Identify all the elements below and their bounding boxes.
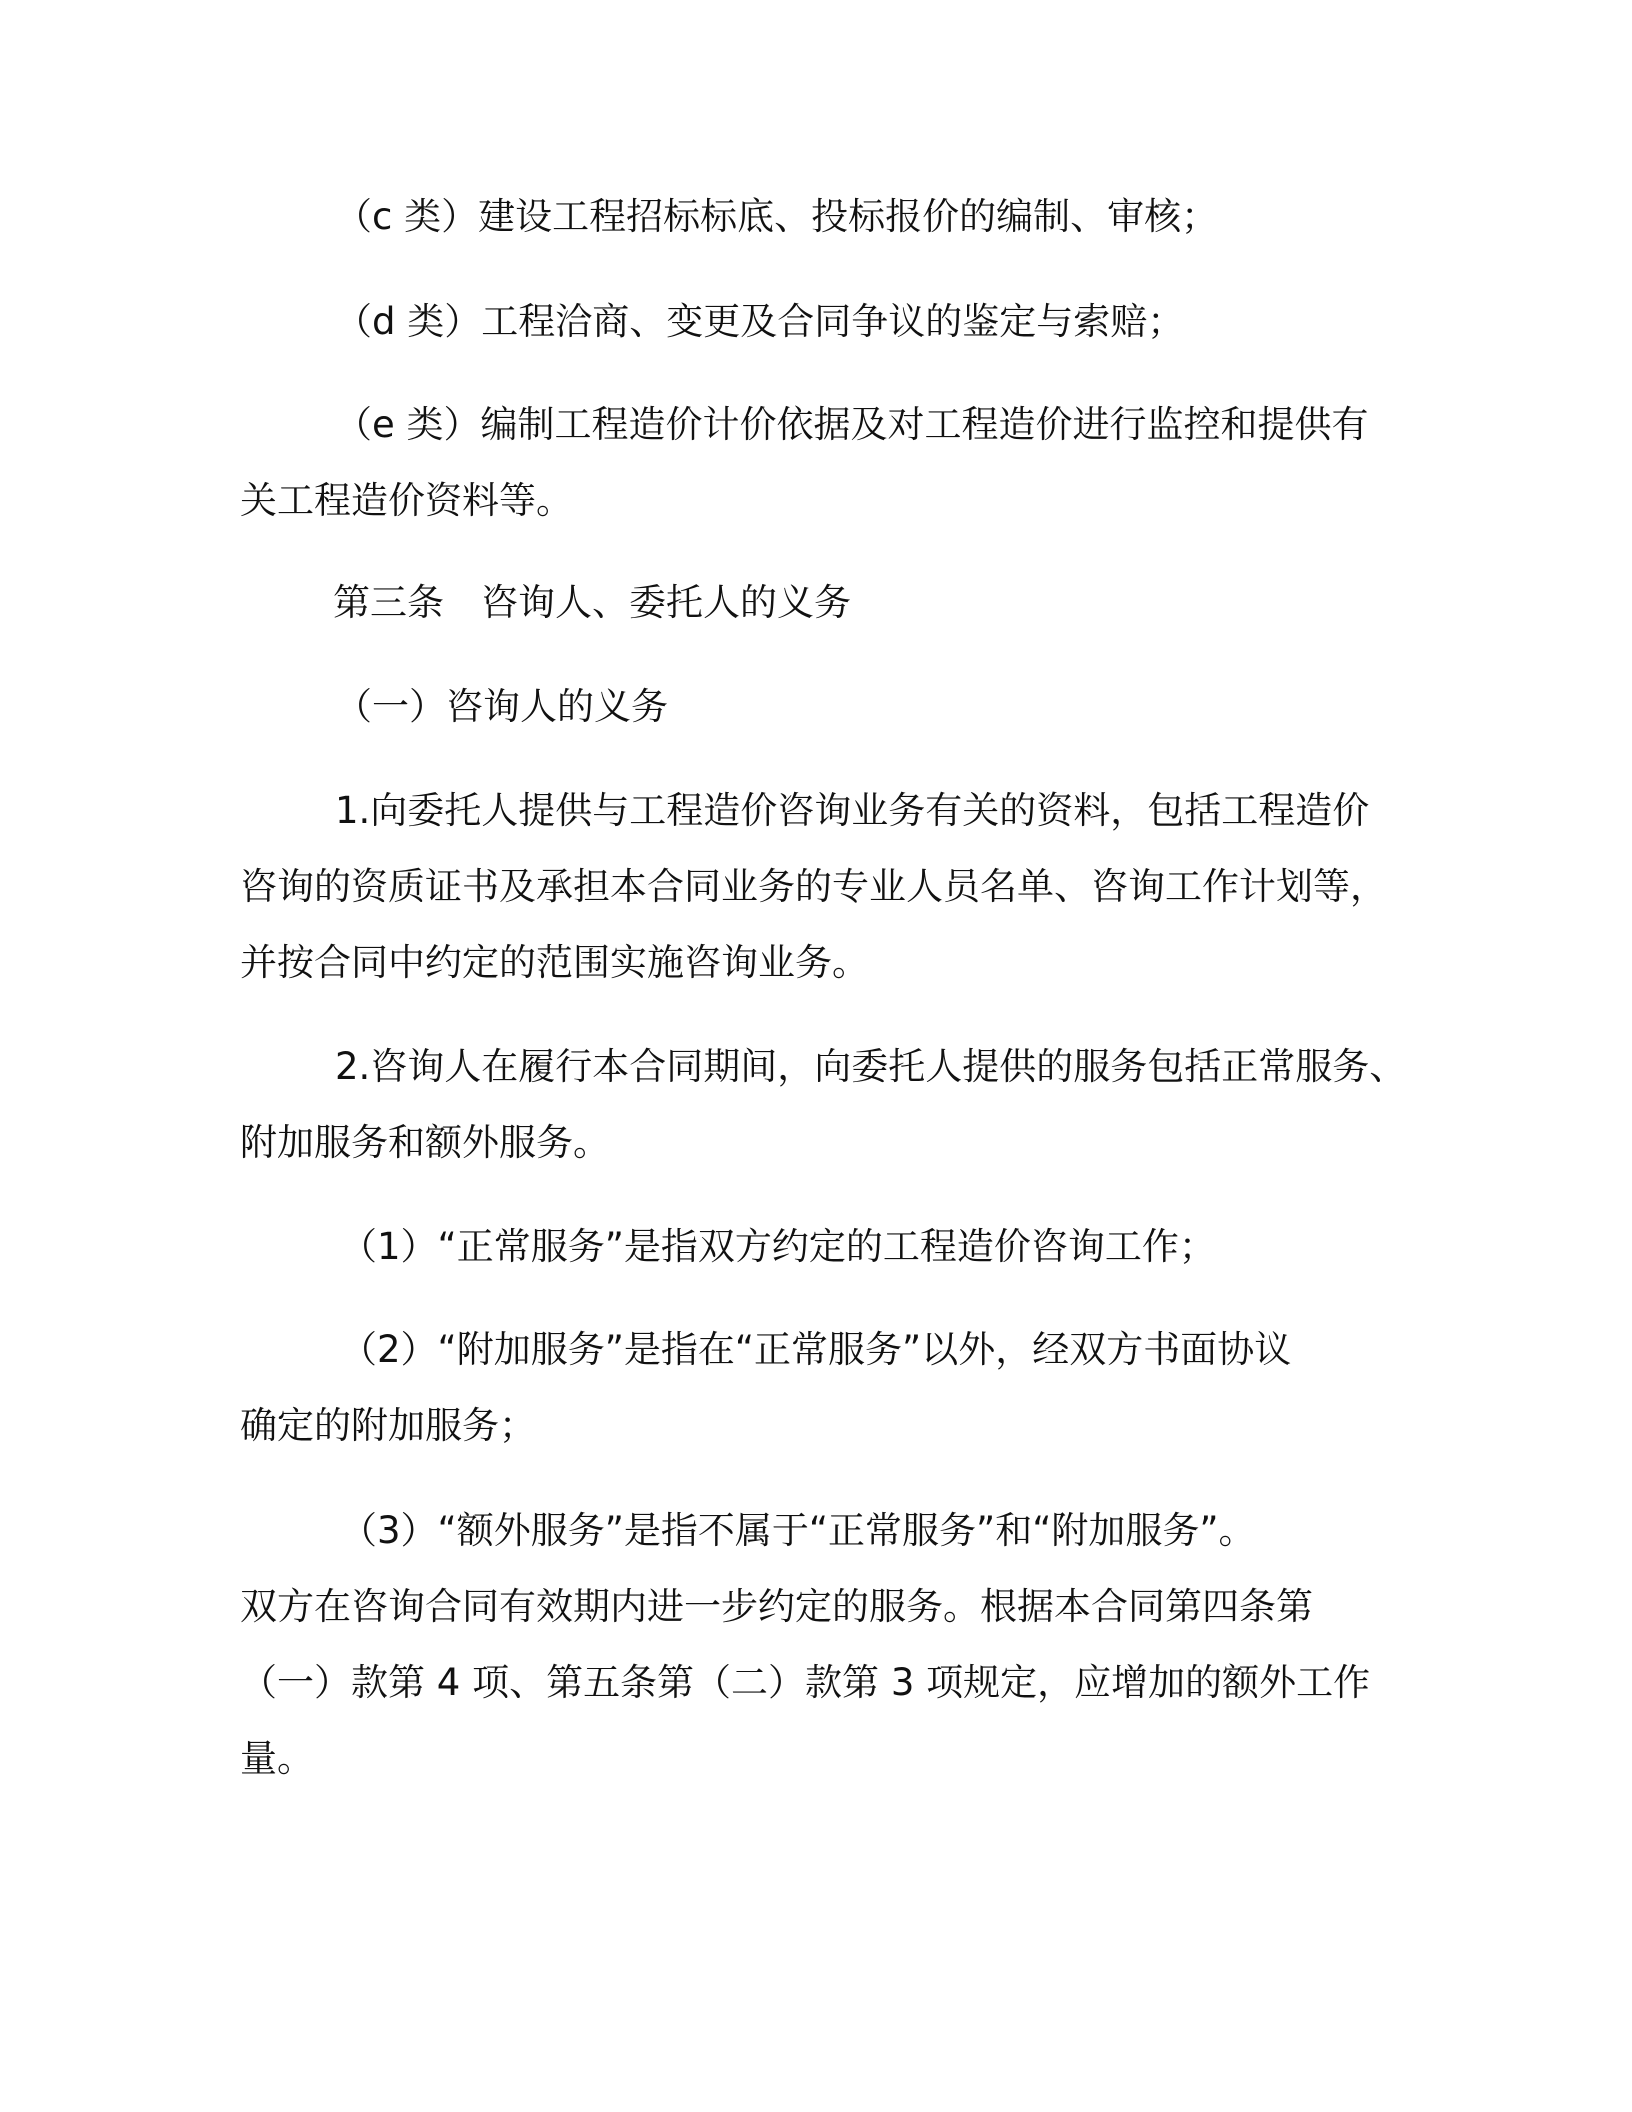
- paragraph-line: 确定的附加服务；: [240, 1404, 536, 1447]
- paragraph-line: 附加服务和额外服务。: [240, 1121, 610, 1164]
- paragraph-line: （c 类）建设工程招标标底、投标报价的编制、审核；: [335, 195, 1219, 238]
- paragraph-line: （2）“附加服务”是指在“正常服务”以外，经双方书面协议: [340, 1328, 1292, 1371]
- subsection-heading: （一）咨询人的义务: [335, 685, 668, 728]
- paragraph-line: 关工程造价资料等。: [240, 479, 573, 522]
- paragraph-line: （e 类）编制工程造价计价依据及对工程造价进行监控和提供有: [335, 403, 1369, 446]
- paragraph-line: （一）款第 4 项、第五条第（二）款第 3 项规定，应增加的额外工作: [240, 1661, 1371, 1704]
- section-heading: 第三条 咨询人、委托人的义务: [333, 581, 851, 624]
- paragraph-line: （1）“正常服务”是指双方约定的工程造价咨询工作；: [340, 1225, 1216, 1268]
- paragraph-line: （d 类）工程洽商、变更及合同争议的鉴定与索赔；: [335, 300, 1185, 343]
- paragraph-line: 量。: [240, 1737, 314, 1780]
- paragraph-line: 1.向委托人提供与工程造价咨询业务有关的资料，包括工程造价: [335, 789, 1370, 832]
- paragraph-line: （3）“额外服务”是指不属于“正常服务”和“附加服务”。: [340, 1509, 1256, 1552]
- paragraph-line: 并按合同中约定的范围实施咨询业务。: [240, 941, 869, 984]
- paragraph-line: 双方在咨询合同有效期内进一步约定的服务。根据本合同第四条第: [240, 1585, 1313, 1628]
- paragraph-line: 2.咨询人在履行本合同期间，向委托人提供的服务包括正常服务、: [335, 1045, 1407, 1088]
- paragraph-line: 咨询的资质证书及承担本合同业务的专业人员名单、咨询工作计划等，: [240, 865, 1387, 908]
